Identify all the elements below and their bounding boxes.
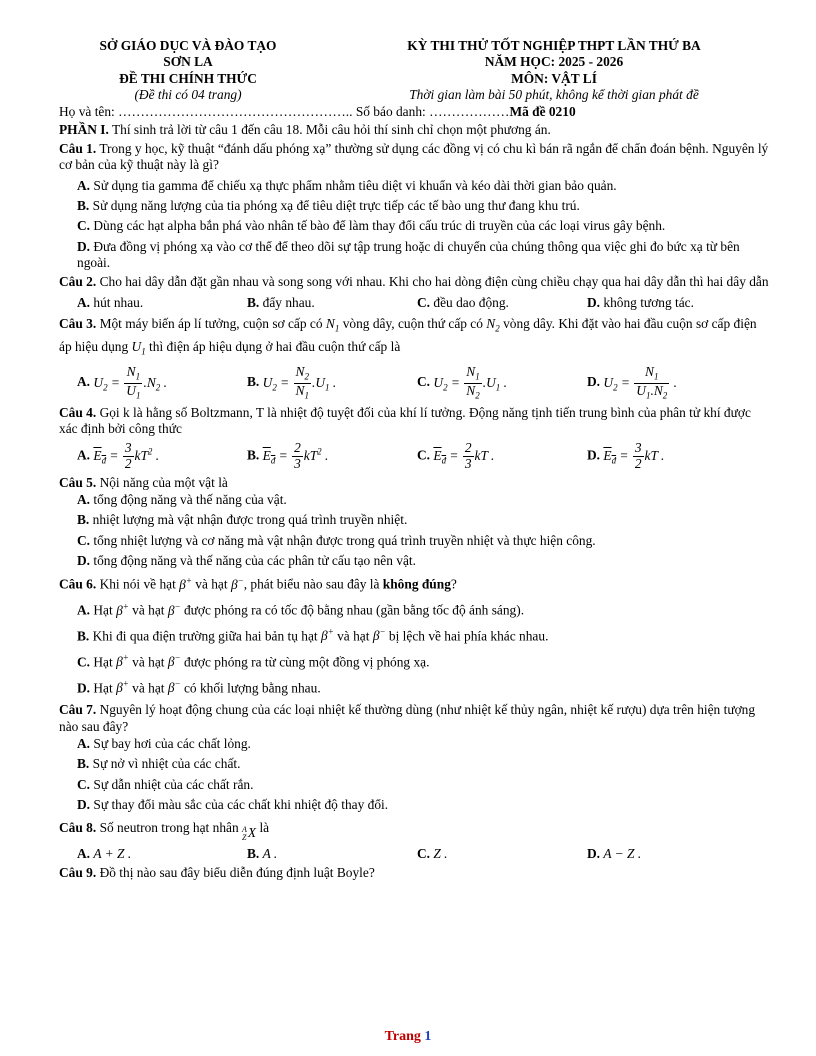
question-text: Trong y học, kỹ thuật “đánh dấu phóng xạ” thường sử dụng các đồng vị có chu kì bán rã ngắn để chẩn đoán bệnh. Nguyên lý cơ bản của kỹ thuật này là gì? (59, 141, 769, 173)
option-label: C. (77, 654, 91, 670)
option-a[interactable] (77, 295, 247, 311)
option-text: không tương tác. (603, 294, 694, 310)
options-row (59, 441, 771, 471)
question-text: Gọi k là hằng số Boltzmann, T là nhiệt độ tuyệt đối của khí lí tưởng. Động năng tịnh tiến trung bình của phân tử khí được xác định bởi công thức (59, 404, 751, 436)
exam-header (59, 38, 771, 103)
option-label: A. (77, 374, 91, 390)
formula-u1: $U_1$ (131, 338, 146, 357)
question-text: Nội năng của một vật là (96, 474, 228, 490)
formula: $E_đ$ = $\frac{3}{2}$ $kT^2$ . (93, 440, 160, 471)
option-d[interactable] (587, 295, 757, 311)
question-text: Nguyên lý hoạt động chung của các loại nhiệt kế thường dùng (như nhiệt kế thủy ngân, nhiệt kế rượu) dựa trên hiện tượng nào sau đây? (59, 702, 756, 734)
option-text: và hạt (128, 680, 168, 696)
beta-minus-symbol: β− (230, 575, 244, 592)
question-1 (59, 141, 771, 174)
formula: $U_2$ = $\frac{N_1}{U_1}$ $.N_2$ . (93, 364, 167, 401)
option-d[interactable] (59, 553, 771, 569)
exam-code: Mã đề 0210 (509, 104, 576, 120)
option-a[interactable] (77, 365, 247, 401)
page-number: 1 (424, 1029, 432, 1044)
option-a[interactable] (77, 441, 247, 471)
option-text: Z . (433, 845, 448, 861)
option-text: đều dao động. (433, 294, 509, 310)
option-text: Hạt (93, 654, 117, 670)
option-text: có khối lượng bằng nhau. (180, 680, 321, 696)
option-text: tổng động năng và thế năng của vật. (93, 492, 287, 507)
option-a[interactable] (59, 601, 771, 619)
option-b[interactable] (59, 512, 771, 528)
option-text: Sử dụng tia gamma để chiếu xạ thực phẩm nhằm tiêu diệt vi khuẩn và kéo dài thời gian bảo quản. (93, 177, 617, 193)
option-label: D. (587, 845, 601, 861)
school-year: NĂM HỌC: 2025 - 2026 (484, 54, 624, 70)
question-text: vòng dây, cuộn thứ cấp có (339, 316, 487, 332)
question-8 (59, 820, 771, 842)
option-c[interactable] (59, 777, 771, 793)
question-text: Khi nói về hạt (96, 576, 180, 592)
option-a[interactable] (59, 736, 771, 752)
option-label: A. (77, 736, 91, 752)
option-text: Sự thay đổi màu sắc của các chất khi nhiệt độ thay đổi. (93, 797, 389, 813)
option-label: B. (77, 512, 90, 528)
option-text: được phóng ra từ cùng một đồng vị phóng xạ. (180, 654, 430, 670)
option-text: Dùng các hạt alpha bắn phá vào nhân tế bào để làm thay đổi cấu trúc di truyền của các loại virus gây bệnh. (93, 218, 666, 234)
option-c[interactable] (59, 533, 771, 549)
beta-plus-symbol: β+ (116, 652, 129, 670)
options-row (59, 295, 771, 311)
option-text: và hạt (333, 628, 373, 644)
option-text: Hạt (93, 680, 117, 696)
option-b[interactable] (247, 295, 417, 311)
option-b[interactable] (59, 756, 771, 772)
page-count-note: (Đề thi có 04 trang) (134, 87, 242, 103)
beta-minus-symbol: β− (167, 678, 181, 696)
option-text: hút nhau. (93, 294, 144, 310)
option-c[interactable] (417, 365, 587, 401)
part1-instruction (59, 122, 771, 138)
option-label: A. (77, 294, 91, 310)
option-text: và hạt (128, 654, 168, 670)
option-label: D. (77, 680, 91, 696)
question-number: Câu 9. (59, 865, 97, 881)
option-text: tổng nhiệt lượng và cơ năng mà vật nhận được trong quá trình truyền nhiệt và thực hiện công. (93, 532, 596, 548)
option-text: được phóng ra có tốc độ bằng nhau (gần bằng tốc độ ánh sáng). (180, 602, 525, 618)
beta-plus-symbol: β+ (179, 575, 192, 592)
option-text: đẩy nhau. (262, 294, 315, 310)
question-text: thì điện áp hiệu dụng ở hai đầu cuộn thứ cấp là (145, 338, 401, 354)
option-text: A + Z . (93, 845, 132, 861)
option-label: B. (247, 845, 260, 861)
option-text: Khi đi qua điện trường giữa hai bản tụ hạt (92, 628, 322, 644)
question-4 (59, 405, 771, 438)
part1-text: Thí sinh trả lời từ câu 1 đến câu 18. Mỗi câu hỏi thí sinh chỉ chọn một phương án. (108, 121, 551, 137)
option-label: D. (77, 238, 91, 254)
question-number: Câu 1. (59, 141, 97, 157)
option-d[interactable] (587, 441, 757, 471)
options-row (59, 846, 771, 862)
option-label: A. (77, 845, 91, 861)
option-label: C. (77, 218, 91, 234)
exam-content (59, 38, 771, 881)
beta-plus-symbol: β+ (116, 678, 129, 696)
option-label: B. (247, 447, 260, 463)
option-label: D. (587, 447, 601, 463)
page-word: Trang (384, 1029, 421, 1044)
option-b[interactable] (59, 627, 771, 645)
option-text: Sự dẫn nhiệt của các chất rắn. (93, 776, 254, 792)
question-6 (59, 575, 771, 593)
beta-plus-symbol: β+ (116, 601, 129, 618)
option-b[interactable] (59, 198, 771, 214)
option-text: Sự bay hơi của các chất lỏng. (93, 736, 251, 752)
question-number: Câu 3. (59, 316, 97, 332)
option-text: tổng động năng và thế năng của các phân tử cấu tạo nên vật. (93, 553, 416, 569)
official-exam-label: ĐỀ THI CHÍNH THỨC (119, 70, 257, 86)
option-text: A − Z . (603, 845, 642, 861)
option-text: Hạt (93, 602, 117, 618)
option-label: B. (77, 628, 90, 644)
province-name: SƠN LA (163, 54, 213, 70)
question-number: Câu 2. (59, 274, 97, 290)
option-label: A. (77, 492, 91, 507)
exam-title: KỲ THI THỬ TỐT NGHIỆP THPT LẦN THỨ BA (407, 38, 701, 53)
question-text: và hạt (191, 576, 231, 592)
option-label: D. (77, 797, 91, 813)
option-label: C. (417, 447, 431, 463)
subject: MÔN: VẬT LÍ (511, 70, 597, 86)
formula: $E_đ$ = $\frac{3}{2}$ kT . (603, 440, 665, 471)
option-d[interactable] (59, 239, 771, 272)
option-d[interactable] (59, 679, 771, 697)
question-text: Một máy biến áp lí tưởng, cuộn sơ cấp có (96, 316, 326, 332)
option-label: A. (77, 602, 91, 618)
formula: $U_2$ = $\frac{N_1}{U_1.N_2}$ . (603, 364, 677, 401)
beta-minus-symbol: β− (167, 601, 181, 618)
page-footer (0, 1028, 816, 1045)
option-label: C. (417, 845, 431, 861)
part1-title: PHẦN I. (59, 121, 109, 137)
question-number: Câu 6. (59, 576, 97, 592)
option-label: D. (77, 553, 91, 569)
option-label: B. (247, 294, 260, 310)
option-text: và hạt (128, 602, 168, 618)
beta-plus-symbol: β+ (321, 627, 334, 644)
question-number: Câu 4. (59, 404, 97, 420)
emphasis-text: không đúng (382, 576, 451, 592)
question-text: Số neutron trong hạt nhân (96, 819, 243, 835)
option-label: C. (417, 294, 431, 310)
beta-minus-symbol: β− (372, 627, 386, 644)
option-c[interactable] (417, 295, 587, 311)
question-number: Câu 7. (59, 702, 97, 718)
beta-minus-symbol: β− (167, 652, 181, 670)
student-info-line (59, 104, 771, 120)
formula: $U_2$ = $\frac{N_2}{N_1}$ $.U_1$ . (262, 364, 337, 401)
option-d[interactable] (59, 797, 771, 813)
question-2 (59, 274, 771, 290)
option-label: B. (247, 374, 260, 390)
question-number: Câu 5. (59, 474, 97, 490)
question-number: Câu 8. (59, 819, 97, 835)
option-a[interactable] (59, 492, 771, 508)
department-name: SỞ GIÁO DỤC VÀ ĐÀO TẠO (99, 38, 277, 53)
option-label: C. (77, 776, 91, 792)
header-right (317, 38, 771, 103)
question-3 (59, 314, 771, 359)
question-9 (59, 865, 771, 881)
option-c[interactable] (417, 846, 587, 862)
question-text: là (256, 819, 270, 835)
option-label: A. (77, 447, 91, 463)
option-text: nhiệt lượng mà vật nhận được trong quá trình truyền nhiệt. (92, 512, 408, 528)
question-text: ? (450, 576, 457, 592)
option-d[interactable] (587, 365, 757, 401)
option-label: C. (77, 532, 91, 548)
formula: $E_đ$ = $\frac{2}{3}$ kT . (433, 440, 495, 471)
option-b[interactable] (247, 846, 417, 862)
formula-n2: $N_2$ (486, 316, 500, 334)
time-note: Thời gian làm bài 50 phút, không kể thời gian phát đề (409, 87, 699, 103)
option-text: bị lệch về hai phía khác nhau. (385, 628, 549, 644)
option-label: C. (417, 374, 431, 390)
option-label: B. (77, 756, 90, 772)
option-a[interactable] (77, 846, 247, 862)
option-c[interactable] (59, 653, 771, 671)
question-7 (59, 702, 771, 735)
nuclide-symbol: A Z X (242, 824, 257, 842)
option-text: Đưa đồng vị phóng xạ vào cơ thể để theo dõi sự tập trung hoặc di chuyển của chúng thông qua việc ghi đo bức xạ từ bên ngoài. (77, 238, 740, 271)
option-label: B. (77, 198, 90, 214)
option-a[interactable] (59, 178, 771, 194)
formula-n1: $N_1$ (325, 316, 340, 334)
option-d[interactable] (587, 846, 757, 862)
option-c[interactable] (417, 441, 587, 471)
option-b[interactable] (247, 441, 417, 471)
option-text: Sự nở vì nhiệt của các chất. (92, 756, 241, 772)
formula: $E_đ$ = $\frac{2}{3}$ $kT^2$ . (262, 440, 329, 471)
option-label: A. (77, 177, 91, 193)
options-row (59, 365, 771, 401)
candidate-number-label: Số báo danh: ……………… (352, 104, 510, 120)
question-text: , phát biểu nào sau đây là (243, 576, 383, 592)
option-c[interactable] (59, 218, 771, 234)
option-label: D. (587, 294, 601, 310)
option-text: Sử dụng năng lượng của tia phóng xạ để tiêu diệt trực tiếp các tế bào ung thư đang khu trú. (92, 198, 580, 214)
question-5 (59, 475, 771, 491)
formula: $U_2$ = $\frac{N_1}{N_2}$ $.U_1$ . (433, 364, 507, 401)
question-text: vòng dây. Khi đặt vào hai đầu cuộn sơ cấp điện áp hiệu dụng (59, 316, 757, 354)
student-name-label: Họ và tên: …………………………………………….. (59, 104, 353, 120)
question-text: Đồ thị nào sau đây biểu diễn đúng định luật Boyle? (96, 865, 375, 881)
question-text: Cho hai dây dẫn đặt gần nhau và song song với nhau. Khi cho hai dòng điện cùng chiều chạy qua hai dây dẫn thì hai dây dẫn (96, 274, 769, 290)
option-label: D. (587, 374, 601, 390)
option-b[interactable] (247, 365, 417, 401)
header-left (59, 38, 317, 103)
option-text: A . (262, 845, 278, 861)
